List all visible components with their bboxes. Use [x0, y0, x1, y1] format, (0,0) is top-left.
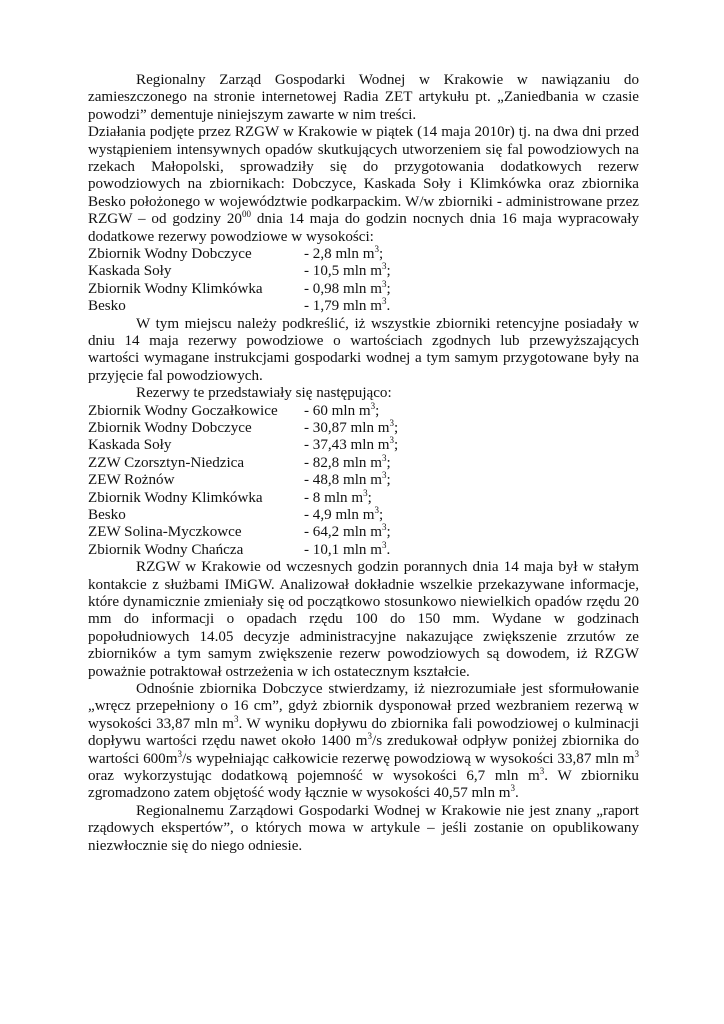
list-item [88, 524, 639, 541]
actions-paragraph [88, 124, 639, 246]
reservoir-name: ZEW Solina-Myczkowce [88, 524, 242, 541]
list-item [88, 487, 639, 507]
reservoir-name: Besko [88, 298, 126, 315]
reservoir-name: Zbiornik Wodny Dobczyce [88, 420, 252, 437]
reserve-value: - 1,79 mln $m^3$. [304, 296, 391, 315]
reservoir-name: Kaskada Soły [88, 263, 172, 280]
reservoir-name: Zbiornik Wodny Chańcza [88, 541, 244, 558]
reserves-intro-line: Rezerwy te przedstawiały się następująco: [136, 385, 392, 402]
additional-reserves-list [88, 246, 639, 316]
reserve-value: - 64,2 mln $m^3$; [304, 522, 391, 541]
reserve-value: - 30,87 mln $m^3$; [304, 418, 399, 437]
reservoir-name: Zbiornik Wodny Klimkówka [88, 489, 263, 506]
reserve-value: - 48,8 mln $m^3$; [304, 470, 391, 489]
closing-paragraph: Regionalnemu Zarządowi Gospodarki Wodnej w Krakowie nie jest znany „raport rządowych ekspertów”, o których mowa w artykule – jeśli zostanie on opublikowany niezwłocznie się do niego odniesie. [88, 802, 639, 854]
reserve-value: - 10,1 mln $m^3$. [304, 539, 391, 558]
imigw-contact-paragraph: RZGW w Krakowie od wczesnych godzin porannych dnia 14 maja był w stałym kontakcie z służbami IMiGW. Analizował dokładnie wszelkie przekazywane informacje, które dynamicznie zmieniały się od początkowo stosunkowo niewielkich opadów rzędu 20 mm do informacji o opadach rzędu 100 do 150 mm. Wydane w godzinach popołudniowych 14.05 decyzje administracyjne nakazujące zwiększenie zrzutów ze zbiorników a tym samym zwiększenie rezerw powodziowych są dowodem, iż RZGW poważnie potraktował ostrzeżenia w ich ostatecznym kształcie. [88, 559, 639, 680]
dobczyce-paragraph: Odnośnie zbiornika Dobczyce stwierdzamy, iż niezrozumiałe jest sformułowanie „wręcz przepełniony o 16 cm”, gdyż zbiornik dysponował przed wezbraniem rezerwą w wysokości 33,87 mln $m^3$. W wyniku dopływu do zbiornika fali powodziowej o kulminacji dopływu wartości rzędu nawet około 1400 $m^3/s$ zredukował odpływ poniżej zbiornika do wartości $600m^3/s$ wypełniając całkowicie rezerwę powodziową w wysokości 33,87 mln $m^3$ oraz wykorzystując dodatkową pojemność w wysokości 6,7 mln $m^3$. W zbiorniku zgromadzono zatem objętość wody łącznie w wysokości 40,57 mln $m^3$. [88, 681, 640, 802]
reservoir-name: ZEW Rożnów [88, 472, 175, 489]
reservoir-name: Kaskada Soły [88, 437, 172, 454]
reservoir-name: Zbiornik Wodny Goczałkowice [88, 402, 278, 419]
list-item [88, 420, 639, 437]
reserves-list [88, 400, 639, 560]
actions-text-b: dnia 14 maja do godzin nocnych dnia 16 maja wypracowały dodatkowe rezerwy powodziowe w wysokości: [88, 211, 639, 245]
list-item [88, 507, 639, 524]
list-item [88, 452, 639, 472]
reserve-value: - 10,5 mln $m^3$; [304, 261, 391, 280]
list-item [88, 278, 639, 298]
reservoir-name: ZZW Czorsztyn-Niedzica [88, 454, 245, 471]
reserve-value: - 0,98 mln $m^3$; [304, 278, 391, 297]
reserve-value: - 8 mln $m^3$; [304, 487, 372, 506]
list-item [88, 400, 639, 420]
list-item [88, 246, 639, 263]
reserve-value: - 2,8 mln $m^3$; [304, 244, 384, 263]
list-item [88, 263, 639, 280]
list-item [88, 437, 639, 454]
actions-text-a: Działania podjęte przez RZGW w Krakowie w piątek (14 maja 2010r) tj. na dwa dni przed wystąpieniem intensywnych opadów skutkujących utworzeniem się fal powodziowych na rzekach Małopolski, sprowadziły się do przygotowania dodatkowych rezerw powodziowych na zbiornikach: Dobczyce, Kaskada Soły i Klimkówka oraz zbiornika Besko położonego w województwie podkarpackim. W/w zbiorniki - administrowane przez RZGW – od godziny 20 [88, 124, 639, 228]
intro-paragraph: Regionalny Zarząd Gospodarki Wodnej w Krakowie w nawiązaniu do zamieszczonego na stronie internetowej Radia ZET artykułu pt. „Zaniedbania w czasie powodzi” dementuje niniejszym zawarte w nim treści. [88, 72, 639, 123]
reserve-value: - 4,9 mln $m^3$; [304, 505, 384, 523]
reservoir-name: Zbiornik Wodny Dobczyce [88, 246, 252, 263]
emphasis-paragraph: W tym miejscu należy podkreślić, iż wszystkie zbiorniki retencyjne posiadały w dniu 14 maja rezerwy powodziowe o wartościach zgodnych lub przewyższających wartości wymagane instrukcjami gospodarki wodnej a tym samym przygotowane były na przyjęcie fal powodziowych. [88, 315, 639, 384]
reservoir-name: Zbiornik Wodny Klimkówka [88, 280, 263, 297]
reservoir-name: Besko [88, 507, 126, 523]
hour-superscript: 00 [241, 209, 251, 220]
document-page [88, 72, 639, 855]
reserve-value: - 37,43 mln $m^3$; [304, 435, 399, 454]
list-item [88, 539, 639, 559]
reserve-value: - 60 mln $m^3$; [304, 400, 380, 419]
reserve-value: - 82,8 mln $m^3$; [304, 452, 391, 471]
list-item [88, 298, 639, 315]
